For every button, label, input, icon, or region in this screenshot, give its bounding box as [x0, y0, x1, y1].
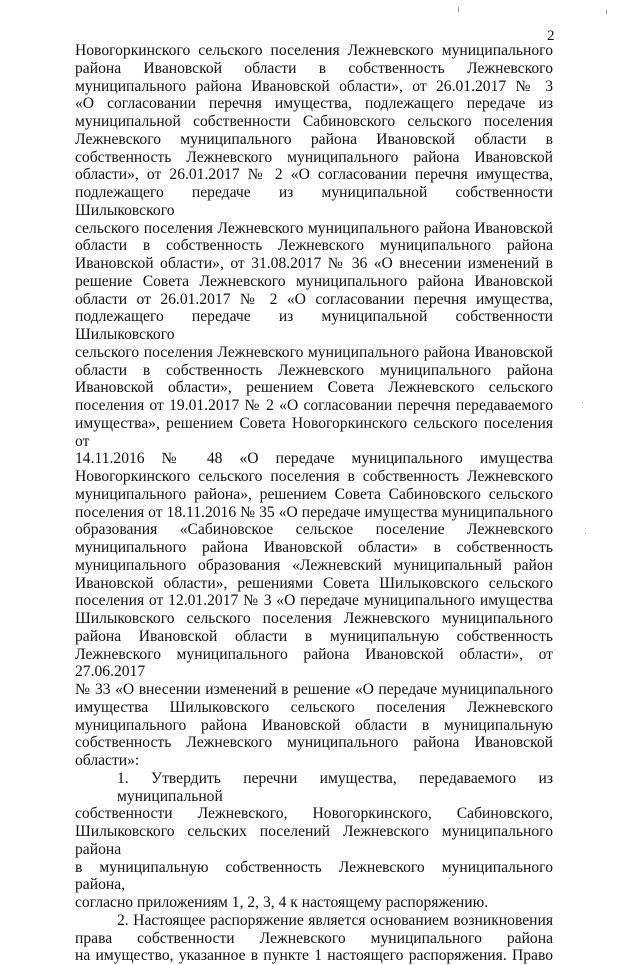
- text-line: области в собственность Лежневского муниципального района: [75, 361, 553, 379]
- text-line: согласно приложениям 1, 2, 3, 4 к настоящему распоряжению.: [75, 894, 489, 911]
- text-line: поселения от 19.01.2017 № 2 «О согласовании перечня передаваемого: [75, 397, 553, 414]
- text-line: области от 26.01.2017 № 2 «О согласовании перечня имущества,: [75, 290, 553, 308]
- text-line: 1. Утвердить перечни имущества, передаваемого из муниципальной: [117, 769, 553, 805]
- text-line: собственность Лежневского муниципального района Ивановской: [75, 734, 553, 752]
- page-number: 2: [547, 28, 555, 44]
- text-line: подлежащего передаче из муниципальной собственности Шилыковского: [75, 308, 553, 343]
- text-line: подлежащего передаче из муниципальной собственности Шилыковского: [75, 184, 553, 219]
- text-line: муниципального района Ивановской области» в собственность: [75, 539, 553, 556]
- text-line: сельского поселения Лежневского муниципального района Ивановской: [75, 343, 553, 361]
- text-line: Шилыковского сельских поселений Лежневского муниципального района: [75, 823, 553, 858]
- text-line: Лежневского муниципального района Ивановской области в: [75, 130, 553, 148]
- text-line: № 33 «О внесении изменений в решение «О передаче муниципального: [75, 681, 553, 698]
- text-line: собственности Лежневского, Новогоркинского, Сабиновского,: [75, 805, 553, 823]
- text-line: района Ивановской области в муниципальную собственность: [75, 627, 553, 645]
- text-line: решение Совета Лежневского муниципального района Ивановской: [75, 272, 553, 290]
- text-line: 2. Настоящее распоряжение является основанием возникновения: [117, 911, 553, 929]
- text-line: Шилыковского сельского поселения Лежневского муниципального: [75, 610, 553, 627]
- text-line: муниципального района», решением Совета Сабиновского сельского: [75, 485, 553, 503]
- text-line: муниципальной собственности Сабиновского сельского поселения: [75, 113, 553, 130]
- text-line: Новогоркинского сельского поселения в собственность Лежневского: [75, 468, 553, 485]
- text-line: Лежневского муниципального района Ивановской области», от 27.06.2017: [75, 645, 553, 681]
- text-line: поселения от 12.01.2017 № 3 «О передаче муниципального имущества: [75, 592, 553, 610]
- text-line: Новогоркинского сельского поселения Лежневского муниципального: [75, 42, 553, 59]
- text-line: поселения от 18.11.2016 № 35 «О передаче имущества муниципального: [75, 503, 553, 521]
- text-line: 14.11.2016 № 48 «О передаче муниципального имущества: [75, 450, 553, 468]
- document-body: [75, 42, 553, 965]
- text-line: образования «Сабиновское сельское поселение Лежневского: [75, 521, 553, 539]
- text-line: Ивановской области», решением Совета Лежневского сельского: [75, 379, 553, 397]
- scan-speck: [606, 10, 607, 14]
- text-line: Ивановской области», от 31.08.2017 № 36 «О внесении изменений в: [75, 255, 553, 272]
- text-line: в муниципальную собственность Лежневского муниципального района,: [75, 858, 553, 894]
- text-line: имущества Шилыковского сельского поселения Лежневского: [75, 698, 553, 716]
- text-line: области», от 26.01.2017 № 2 «О согласовании перечня имущества,: [75, 166, 553, 184]
- text-line: Ивановской области», решениями Совета Шилыковского сельского: [75, 574, 553, 592]
- text-line: района Ивановской области в собственность Лежневского: [75, 59, 553, 77]
- scan-speck: [458, 7, 459, 12]
- text-line: права собственности Лежневского муниципального района: [75, 929, 553, 947]
- scan-speck: [582, 402, 583, 403]
- scan-speck: [585, 533, 586, 534]
- text-line: муниципального района Ивановской области в муниципальную: [75, 716, 553, 734]
- text-line: сельского поселения Лежневского муниципального района Ивановской: [75, 219, 553, 237]
- text-line: муниципального образования «Лежневский муниципальный район: [75, 556, 553, 574]
- text-line: собственность Лежневского муниципального района Ивановской: [75, 148, 553, 166]
- text-line: муниципального района Ивановской области», от 26.01.2017 № 3: [75, 77, 553, 95]
- text-line: области в собственность Лежневского муниципального района: [75, 237, 553, 255]
- text-line: на имущество, указанное в пункте 1 настоящего распоряжения. Право: [75, 947, 553, 965]
- text-line: области»:: [75, 752, 140, 769]
- text-line: имущества», решением Совета Новогоркинского сельского поселения от: [75, 414, 553, 450]
- text-line: «О согласовании перечня имущества, подлежащего передаче из: [75, 95, 553, 113]
